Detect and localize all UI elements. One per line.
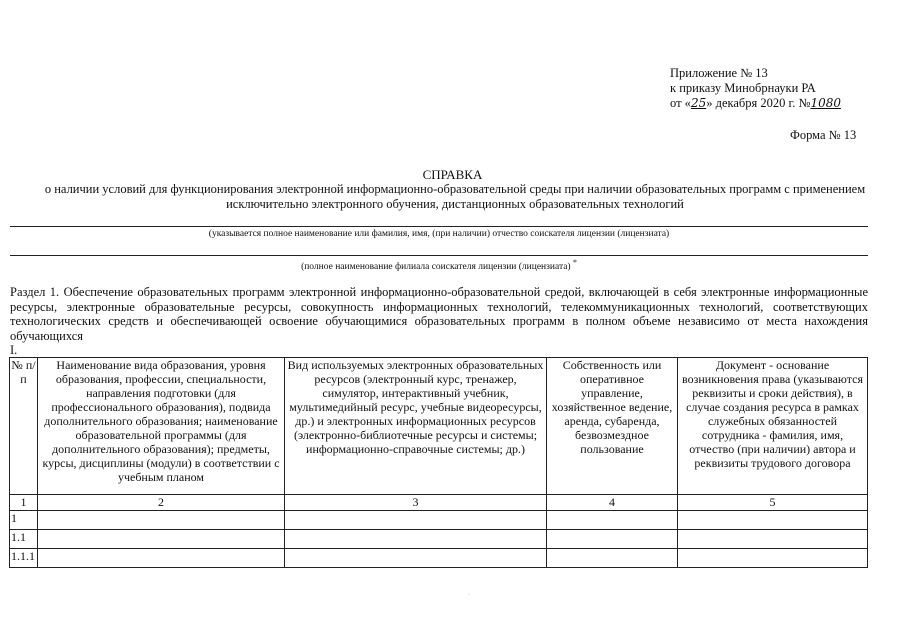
appendix-block xyxy=(670,66,841,111)
table-cell xyxy=(285,530,547,549)
column-number: 3 xyxy=(285,495,547,511)
branch-name-caption xyxy=(10,258,868,272)
table-cell xyxy=(285,511,547,530)
branch-name-caption-text: (полное наименование филиала соискателя лицензии (лицензиата) xyxy=(301,262,571,273)
table-row xyxy=(10,530,868,549)
header-resource-type: Вид используемых электронных образовательных ресурсов (электронный курс, тренажер, симулятор, интерактивный учебник, мультимедийный ресурс, учебные видеоресурсы, др.) и электронных информационных ресурсов (электронно-библиотечные ресурсы и системы; информационно-справочные системы; др.) xyxy=(285,358,547,495)
appendix-number-handwritten: 1080 xyxy=(810,96,841,110)
table-cell xyxy=(38,549,285,568)
resources-table xyxy=(9,357,868,568)
table-cell xyxy=(547,549,678,568)
appendix-line-3 xyxy=(670,96,841,111)
section-roman-numeral: I. xyxy=(10,343,18,357)
table-row xyxy=(10,549,868,568)
table-cell xyxy=(547,530,678,549)
table-cell xyxy=(678,511,868,530)
applicant-name-caption: (указывается полное наименование или фамилия, имя, (при наличии) отчество соискателя лицензии (лицензиата) xyxy=(208,229,670,239)
document-title: СПРАВКА xyxy=(422,167,483,182)
row-number: 1.1.1 xyxy=(10,549,38,568)
table-cell xyxy=(285,549,547,568)
table-cell xyxy=(678,530,868,549)
column-number: 5 xyxy=(678,495,868,511)
applicant-name-line xyxy=(10,226,868,227)
row-number: 1 xyxy=(10,511,38,530)
appendix-date-middle: » декабря 2020 г. № xyxy=(706,96,811,110)
table-cell xyxy=(38,511,285,530)
header-education-program: Наименование вида образования, уровня образования, профессии, специальности, направления подготовки (для профессионального образования), подвида дополнительного образования; наименование образовательной программы (для дополнительного образования); предметы, курсы, дисциплины (модули) в соответствии с учебным планом xyxy=(38,358,285,495)
table-header-row xyxy=(10,358,868,495)
column-number: 2 xyxy=(38,495,285,511)
table-cell xyxy=(547,511,678,530)
table-cell xyxy=(38,530,285,549)
branch-name-line xyxy=(10,255,868,256)
table-cell xyxy=(678,549,868,568)
header-ownership: Собственность или оперативное управление, хозяйственное ведение, аренда, субаренда, безвозмездное пользование xyxy=(547,358,678,495)
footnote-mark: * xyxy=(572,258,577,267)
document-subtitle: о наличии условий для функционирования электронной информационно-образовательной среды при наличии образовательных программ с применением исключительно электронного обучения, дистанционных образовательных технологий xyxy=(44,182,866,211)
column-number: 1 xyxy=(10,495,38,511)
header-document-basis: Документ - основание возникновения права (указываются реквизиты и сроки действия), в случае создания ресурса в рамках служебных обязанностей сотрудника - фамилия, имя, отчество (при наличии) автора и реквизиты трудового договора xyxy=(678,358,868,495)
form-number: Форма № 13 xyxy=(790,128,857,142)
appendix-line-2: к приказу Минобрнауки РА xyxy=(670,81,816,95)
appendix-date-prefix: от « xyxy=(670,96,691,110)
table-row xyxy=(10,511,868,530)
scan-speck: · xyxy=(468,592,470,598)
appendix-day-handwritten: 25 xyxy=(690,96,707,110)
section-1-text: Раздел 1. Обеспечение образовательных программ электронной информационно-образовательной средой, включающей в себя электронные информационные ресурсы, электронные образовательные ресурсы, совокупность информационных технологий, телекоммуникационных технологий, соответствующих технологических средств и обеспечивающей освоение обучающимися образовательных программ в полном объеме независимо от места нахождения обучающихся xyxy=(10,285,868,343)
row-number: 1.1 xyxy=(10,530,38,549)
appendix-line-1: Приложение № 13 xyxy=(670,66,768,80)
column-number: 4 xyxy=(547,495,678,511)
header-number: № п/п xyxy=(10,358,38,495)
column-number-row xyxy=(10,495,868,511)
